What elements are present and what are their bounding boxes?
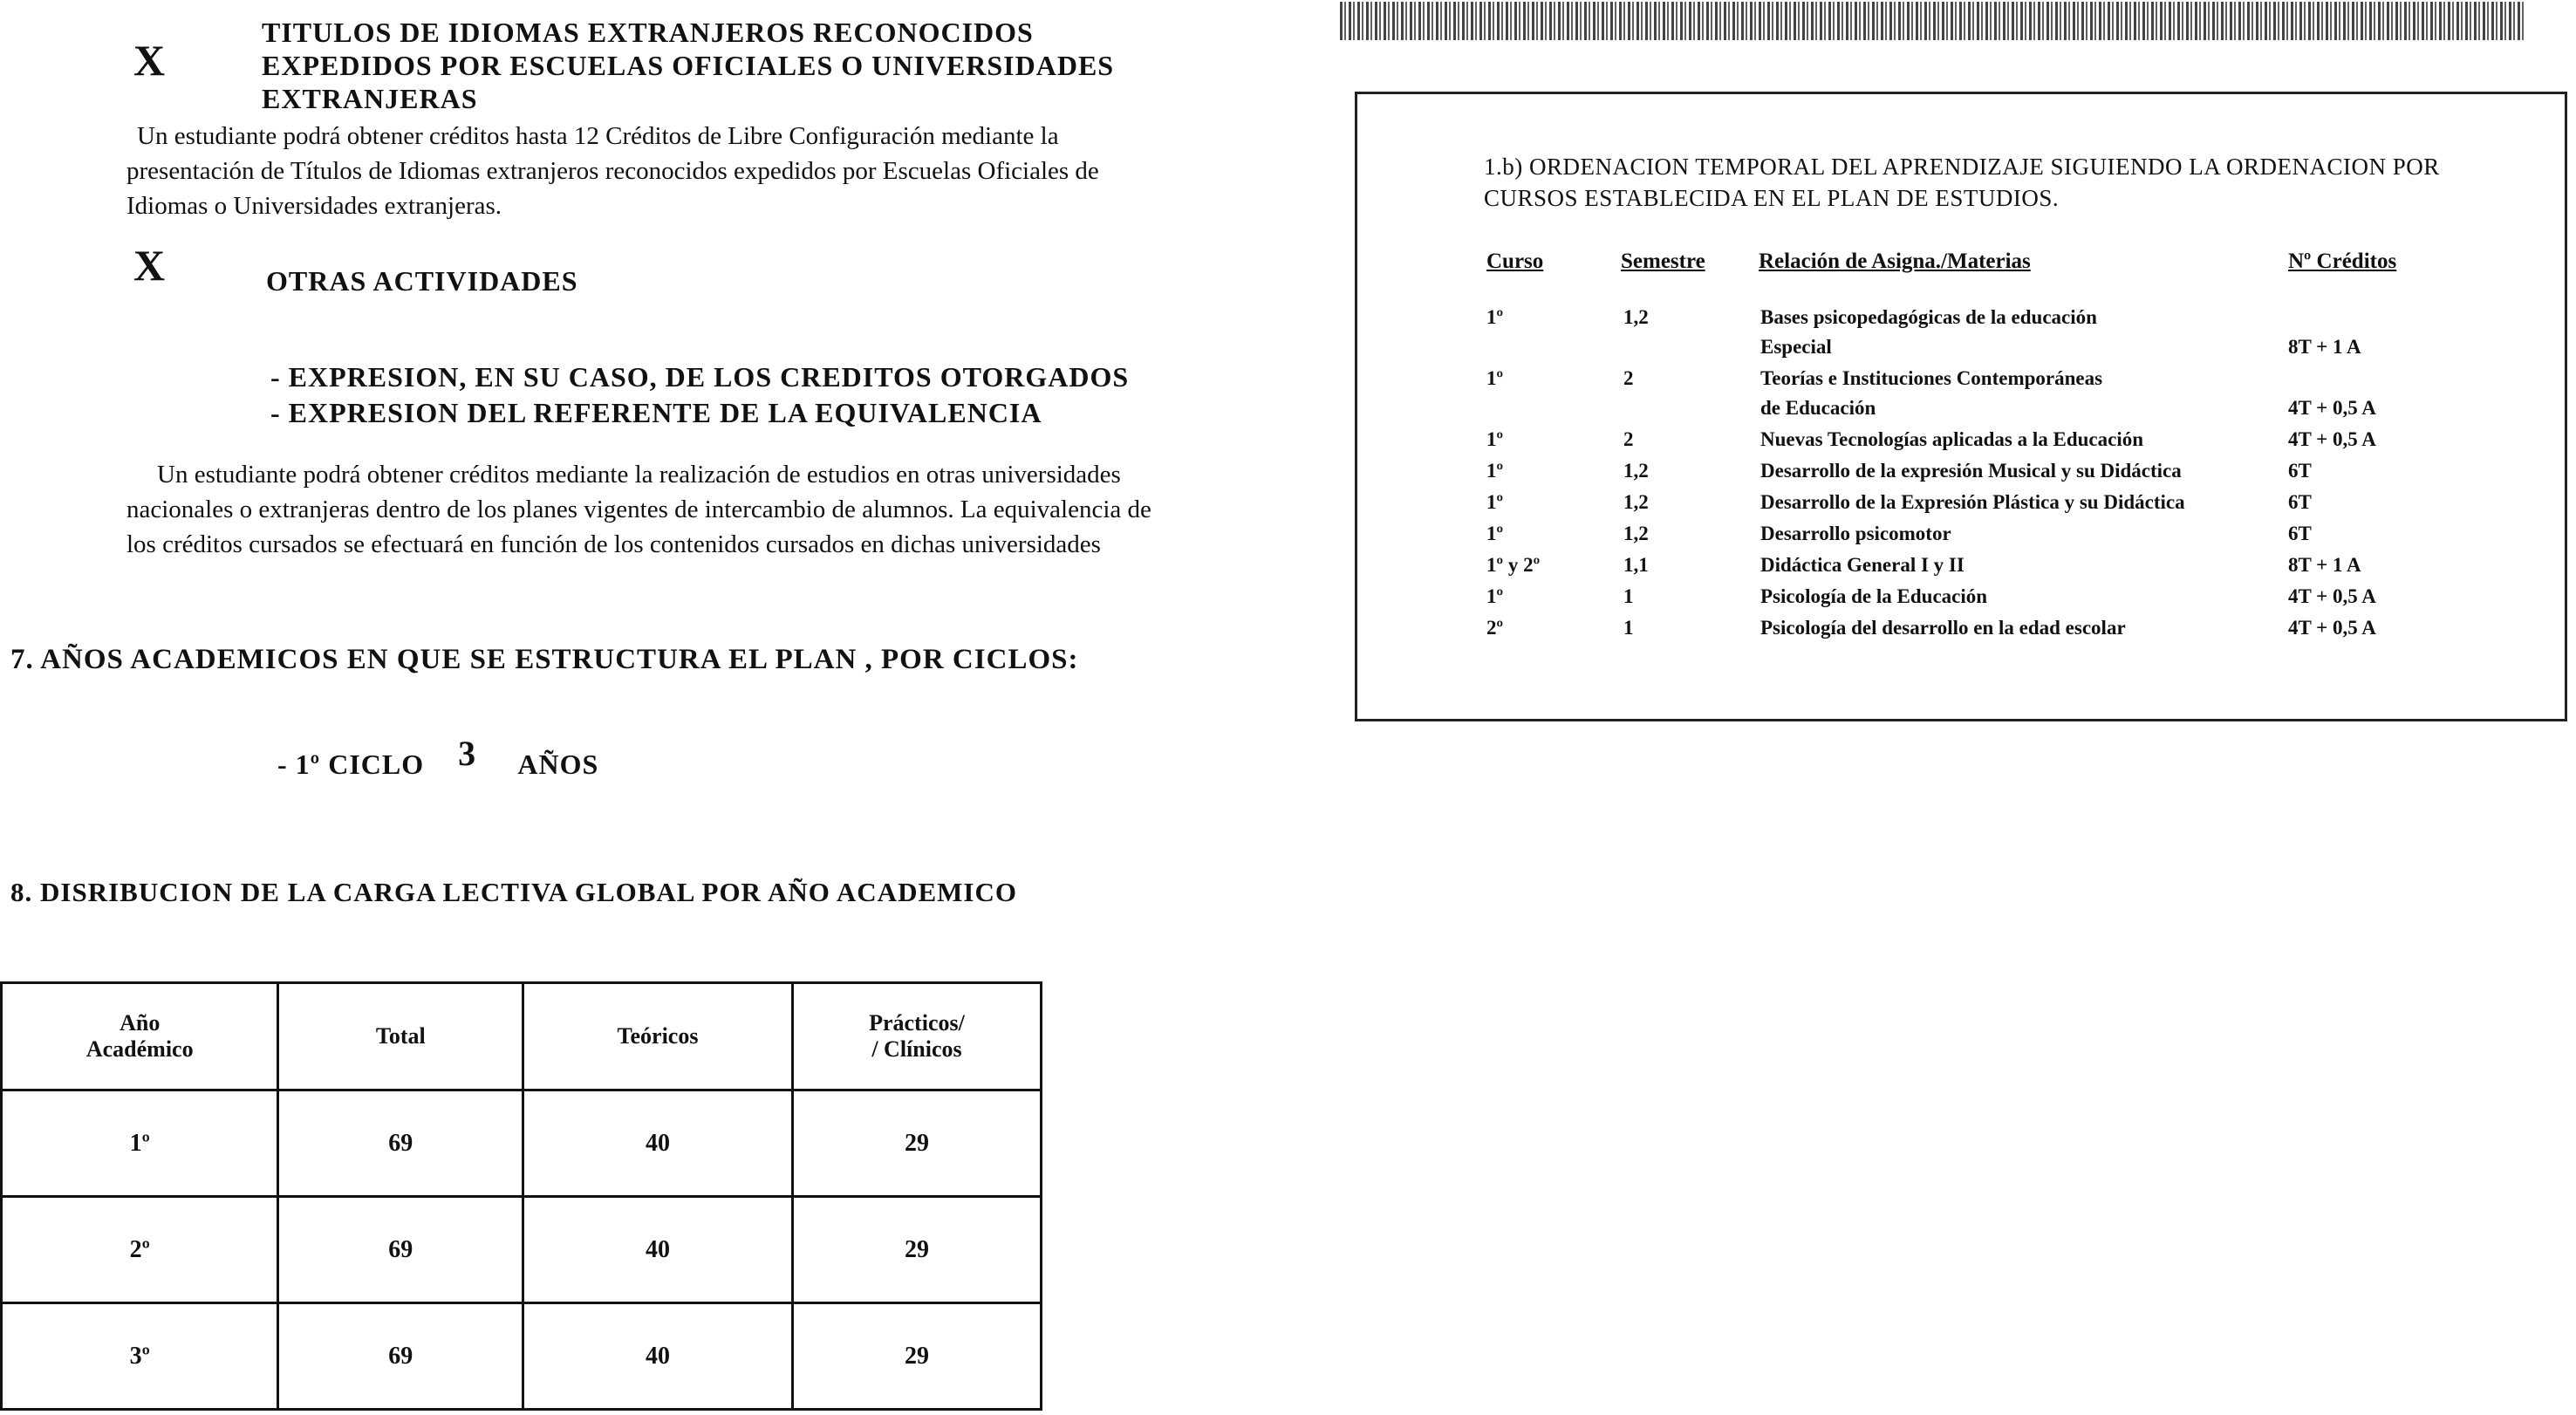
paragraph-line: Idiomas o Universidades extranjeras. (126, 192, 502, 220)
cell-curso: 1º (1486, 585, 1504, 607)
cell-materia: de Educación (1760, 397, 1876, 419)
cell-semestre: 1 (1623, 585, 1634, 607)
table-row (2, 1197, 1042, 1303)
plan-ordering-box (1355, 92, 2567, 721)
bullet-referente-equivalencia: - EXPRESION DEL REFERENTE DE LA EQUIVALENCIA (270, 397, 1042, 428)
cell-semestre: 1 (1623, 617, 1634, 639)
cell: 69 (278, 1197, 523, 1303)
cell: 3º (2, 1303, 278, 1410)
cell: 29 (792, 1303, 1041, 1410)
paragraph-line: presentación de Títulos de Idiomas extranjeros reconocidos expedidos por Escuelas Oficiales de (126, 157, 1099, 185)
paragraph-intercambio (126, 457, 1330, 562)
cell-curso: 1º (1486, 367, 1504, 389)
plan-row (1357, 614, 2565, 644)
plan-row (1357, 520, 2565, 550)
cell-creditos: 4T + 0,5 A (2288, 585, 2376, 607)
plan-row (1357, 457, 2565, 487)
plan-row (1357, 583, 2565, 612)
paragraph-line: Un estudiante podrá obtener créditos mediante la realización de estudios en otras universidades (157, 461, 1121, 489)
title-line: EXPEDIDOS POR ESCUELAS OFICIALES O UNIVERSIDADES (262, 50, 1115, 81)
bullet-creditos-otorgados: - EXPRESION, EN SU CASO, DE LOS CREDITOS OTORGADOS (270, 361, 1130, 393)
cell: 29 (792, 1197, 1041, 1303)
col-header-practicos: Prácticos/ / Clínicos (792, 983, 1041, 1090)
col-header-creditos: Nº Créditos (2288, 250, 2397, 273)
cell: 69 (278, 1303, 523, 1410)
cell-creditos: 8T + 1 A (2288, 554, 2361, 576)
cell-creditos: 6T (2288, 523, 2312, 544)
plan-row (1357, 489, 2565, 518)
cell: 2º (2, 1197, 278, 1303)
cycle-line (277, 734, 599, 783)
table-row (2, 1090, 1042, 1197)
table-row (2, 1303, 1042, 1410)
cell: 40 (523, 1197, 793, 1303)
paragraph-line: los créditos cursados se efectuará en función de los contenidos cursados en dichas universidades (126, 530, 1101, 558)
section-8-title: 8. DISRIBUCION DE LA CARGA LECTIVA GLOBAL POR AÑO ACADEMICO (10, 877, 1017, 907)
box-title (1484, 151, 2557, 214)
cell-materia: Didáctica General I y II (1760, 554, 1964, 576)
load-table (0, 981, 1042, 1411)
cell-creditos: 4T + 0,5 A (2288, 397, 2376, 419)
cell: 29 (792, 1090, 1041, 1197)
cell: 1º (2, 1090, 278, 1197)
col-header-materias: Relación de Asigna./Materias (1759, 250, 2031, 273)
plan-row (1357, 426, 2565, 455)
box-title-line: CURSOS ESTABLECIDA EN EL PLAN DE ESTUDIOS. (1484, 185, 2060, 211)
cell-creditos: 6T (2288, 491, 2312, 513)
cell-semestre: 1,1 (1623, 554, 1649, 576)
title-line: TITULOS DE IDIOMAS EXTRANJEROS RECONOCIDOS (262, 17, 1034, 48)
box-title-line: 1.b) ORDENACION TEMPORAL DEL APRENDIZAJE SIGUIENDO LA ORDENACION POR (1484, 154, 2440, 180)
col-header-teoricos: Teóricos (523, 983, 793, 1090)
cell-creditos: 8T + 1 A (2288, 336, 2361, 358)
col-header-semestre: Semestre (1621, 250, 1705, 273)
table-header-row (2, 983, 1042, 1090)
paragraph-idiomas (126, 119, 1330, 223)
paragraph-line: Un estudiante podrá obtener créditos hasta 12 Créditos de Libre Configuración mediante la (137, 122, 1059, 150)
cell-semestre: 1,2 (1623, 491, 1649, 513)
cycle-prefix: - 1º CICLO (277, 749, 425, 780)
cell-materia: Desarrollo psicomotor (1760, 523, 1951, 544)
cell-materia: Bases psicopedagógicas de la educación (1760, 306, 2097, 328)
section-7-title: 7. AÑOS ACADEMICOS EN QUE SE ESTRUCTURA EL PLAN , POR CICLOS: (10, 644, 1079, 675)
cell-curso: 1º y 2º (1486, 554, 1541, 576)
cell-creditos: 6T (2288, 460, 2312, 482)
cell-materia: Psicología de la Educación (1760, 585, 1988, 607)
cell-curso: 1º (1486, 523, 1504, 544)
cell-materia: Psicología del desarrollo en la edad escolar (1760, 617, 2126, 639)
cycle-years: 3 (458, 734, 477, 773)
cell-materia: Desarrollo de la Expresión Plástica y su Didáctica (1760, 491, 2185, 513)
title-line: EXTRANJERAS (262, 83, 478, 114)
cell-creditos: 4T + 0,5 A (2288, 617, 2376, 639)
cell-curso: 1º (1486, 428, 1504, 450)
cell-creditos: 4T + 0,5 A (2288, 428, 2376, 450)
plan-row (1357, 365, 2565, 424)
col-header-curso: Curso (1486, 250, 1544, 273)
cell-semestre: 2 (1623, 367, 1634, 389)
cell: 69 (278, 1090, 523, 1197)
cell: 40 (523, 1303, 793, 1410)
paragraph-line: nacionales o extranjeras dentro de los planes vigentes de intercambio de alumnos. La equivalencia de (126, 496, 1151, 523)
cell-semestre: 1,2 (1623, 460, 1649, 482)
section-title-otras-actividades: OTRAS ACTIVIDADES (266, 265, 578, 297)
cell-curso: 1º (1486, 491, 1504, 513)
cycle-suffix: AÑOS (517, 749, 599, 780)
cell-semestre: 1,2 (1623, 306, 1649, 328)
section-title-idiomas (262, 16, 1204, 115)
cell-semestre: 1,2 (1623, 523, 1649, 544)
cell-materia: Especial (1760, 336, 1832, 358)
plan-row (1357, 551, 2565, 581)
x-mark-2: X (133, 241, 166, 290)
cell-semestre: 2 (1623, 428, 1634, 450)
scan-banner-strip (1340, 2, 2526, 40)
cell-curso: 2º (1486, 617, 1504, 639)
cell-curso: 1º (1486, 306, 1504, 328)
x-mark-1: X (133, 36, 166, 85)
cell-materia: Nuevas Tecnologías aplicadas a la Educación (1760, 428, 2143, 450)
col-header-ano: Año Académico (2, 983, 278, 1090)
col-header-total: Total (278, 983, 523, 1090)
cell-materia: Teorías e Instituciones Contemporáneas (1760, 367, 2103, 389)
cell: 40 (523, 1090, 793, 1197)
cell-curso: 1º (1486, 460, 1504, 482)
cell-materia: Desarrollo de la expresión Musical y su Didáctica (1760, 460, 2182, 482)
plan-row (1357, 304, 2565, 363)
